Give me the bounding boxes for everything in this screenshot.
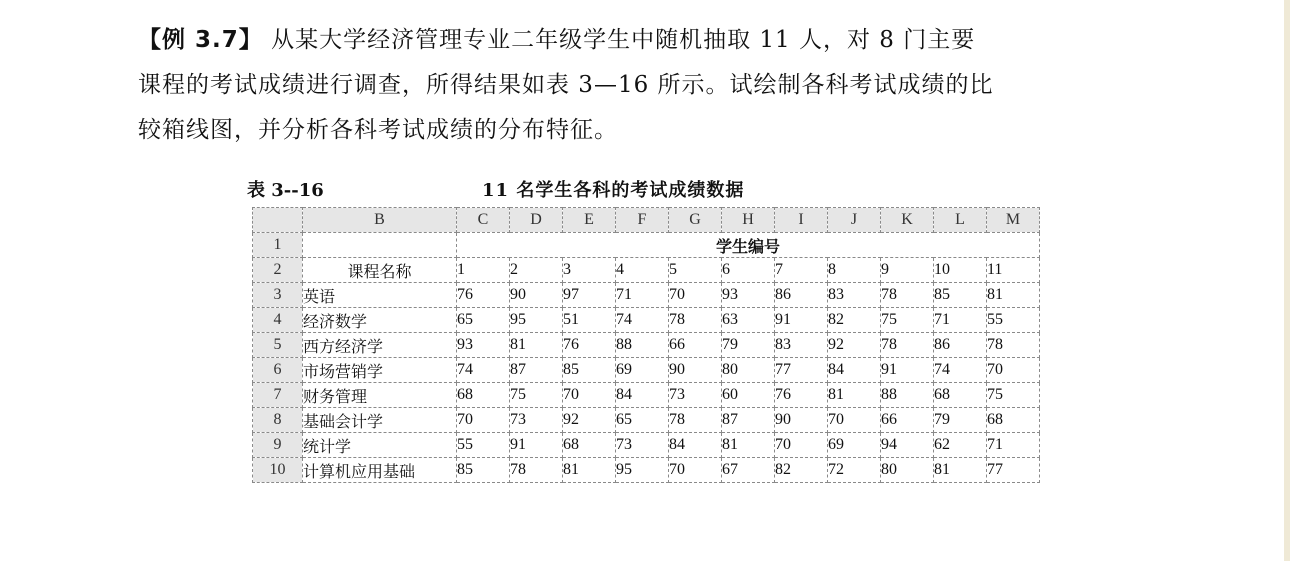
course-name-cell: 财务管理: [303, 383, 457, 408]
row-number: 2: [253, 258, 303, 283]
score-cell: 87: [510, 358, 563, 383]
column-letter-D: D: [510, 208, 563, 233]
score-cell: 86: [775, 283, 828, 308]
table-title: 11 名学生各科的考试成绩数据: [482, 180, 745, 201]
student-id-cell: 11: [987, 258, 1040, 283]
student-id-cell: 5: [669, 258, 722, 283]
score-cell: 73: [669, 383, 722, 408]
score-cell: 68: [563, 433, 616, 458]
score-cell: 95: [510, 308, 563, 333]
table-number: 表 3--16: [247, 180, 324, 201]
score-cell: 78: [669, 308, 722, 333]
score-cell: 75: [510, 383, 563, 408]
row-number: 8: [253, 408, 303, 433]
student-id-cell: 10: [934, 258, 987, 283]
problem-statement: [138, 18, 1153, 153]
column-letter-K: K: [881, 208, 934, 233]
score-cell: 74: [934, 358, 987, 383]
student-id-group-header: 学生编号: [457, 233, 1040, 258]
row-number: 6: [253, 358, 303, 383]
score-cell: 88: [616, 333, 669, 358]
score-cell: 80: [881, 458, 934, 483]
column-letter-G: G: [669, 208, 722, 233]
row-number: 1: [253, 233, 303, 258]
row-number: 3: [253, 283, 303, 308]
statement-text-1: 从某大学经济管理专业二年级学生中随机抽取 11 人，对 8 门主要: [262, 27, 976, 53]
score-cell: 78: [669, 408, 722, 433]
column-letter-M: M: [987, 208, 1040, 233]
score-cell: 70: [987, 358, 1040, 383]
score-cell: 90: [510, 283, 563, 308]
score-cell: 91: [881, 358, 934, 383]
sheet-row-1: [253, 233, 1040, 258]
score-cell: 70: [828, 408, 881, 433]
sheet-corner: [253, 208, 303, 233]
score-cell: 81: [828, 383, 881, 408]
score-cell: 85: [563, 358, 616, 383]
course-name-cell: 基础会计学: [303, 408, 457, 433]
column-letter-B: B: [303, 208, 457, 233]
score-cell: 69: [828, 433, 881, 458]
score-cell: 51: [563, 308, 616, 333]
student-id-cell: 6: [722, 258, 775, 283]
statement-line-1: [138, 18, 1153, 63]
score-cell: 68: [934, 383, 987, 408]
score-cell: 76: [563, 333, 616, 358]
score-cell: 81: [510, 333, 563, 358]
score-cell: 66: [669, 333, 722, 358]
score-cell: 78: [987, 333, 1040, 358]
score-cell: 94: [881, 433, 934, 458]
score-cell: 78: [881, 333, 934, 358]
course-row: [253, 333, 1040, 358]
score-cell: 73: [510, 408, 563, 433]
course-name-cell: 西方经济学: [303, 333, 457, 358]
score-cell: 62: [934, 433, 987, 458]
score-cell: 92: [828, 333, 881, 358]
score-cell: 76: [457, 283, 510, 308]
score-cell: 72: [828, 458, 881, 483]
score-cell: 78: [881, 283, 934, 308]
score-cell: 82: [775, 458, 828, 483]
score-cell: 79: [934, 408, 987, 433]
student-id-cell: 3: [563, 258, 616, 283]
score-cell: 70: [669, 283, 722, 308]
course-name-cell: 经济数学: [303, 308, 457, 333]
student-id-cell: 7: [775, 258, 828, 283]
score-cell: 55: [457, 433, 510, 458]
score-cell: 71: [616, 283, 669, 308]
score-cell: 91: [775, 308, 828, 333]
student-id-cell: 1: [457, 258, 510, 283]
score-cell: 81: [987, 283, 1040, 308]
course-name-cell: 市场营销学: [303, 358, 457, 383]
score-cell: 78: [510, 458, 563, 483]
score-cell: 93: [722, 283, 775, 308]
statement-line-3: 较箱线图，并分析各科考试成绩的分布特征。: [138, 117, 618, 143]
score-cell: 74: [616, 308, 669, 333]
score-cell: 75: [987, 383, 1040, 408]
score-cell: 93: [457, 333, 510, 358]
score-cell: 77: [987, 458, 1040, 483]
score-cell: 86: [934, 333, 987, 358]
score-cell: 87: [722, 408, 775, 433]
score-cell: 70: [457, 408, 510, 433]
student-id-cell: 9: [881, 258, 934, 283]
score-cell: 75: [881, 308, 934, 333]
score-cell: 91: [510, 433, 563, 458]
score-cell: 84: [616, 383, 669, 408]
score-cell: 68: [987, 408, 1040, 433]
row-number: 9: [253, 433, 303, 458]
column-letter-E: E: [563, 208, 616, 233]
score-cell: 85: [457, 458, 510, 483]
score-cell: 92: [563, 408, 616, 433]
score-cell: 83: [775, 333, 828, 358]
column-letter-H: H: [722, 208, 775, 233]
score-cell: 60: [722, 383, 775, 408]
score-cell: 97: [563, 283, 616, 308]
column-header-row: [253, 208, 1040, 233]
score-cell: 85: [934, 283, 987, 308]
student-id-cell: 4: [616, 258, 669, 283]
score-cell: 74: [457, 358, 510, 383]
score-cell: 81: [934, 458, 987, 483]
score-cell: 79: [722, 333, 775, 358]
row-number: 4: [253, 308, 303, 333]
row-number: 5: [253, 333, 303, 358]
score-cell: 80: [722, 358, 775, 383]
score-cell: 67: [722, 458, 775, 483]
score-cell: 95: [616, 458, 669, 483]
score-cell: 70: [563, 383, 616, 408]
score-cell: 68: [457, 383, 510, 408]
score-cell: 63: [722, 308, 775, 333]
score-cell: 84: [669, 433, 722, 458]
example-label: 【例 3.7】: [138, 27, 263, 53]
score-cell: 70: [669, 458, 722, 483]
score-cell: 65: [457, 308, 510, 333]
course-row: [253, 458, 1040, 483]
column-letter-F: F: [616, 208, 669, 233]
score-cell: 90: [775, 408, 828, 433]
score-cell: 77: [775, 358, 828, 383]
score-cell: 55: [987, 308, 1040, 333]
score-cell: 81: [722, 433, 775, 458]
course-row: [253, 433, 1040, 458]
column-letter-L: L: [934, 208, 987, 233]
row-number: 7: [253, 383, 303, 408]
empty-cell: [303, 233, 457, 258]
score-cell: 69: [616, 358, 669, 383]
score-cell: 70: [775, 433, 828, 458]
score-cell: 88: [881, 383, 934, 408]
course-row: [253, 283, 1040, 308]
score-cell: 81: [563, 458, 616, 483]
course-row: [253, 383, 1040, 408]
score-cell: 90: [669, 358, 722, 383]
course-row: [253, 308, 1040, 333]
course-name-cell: 计算机应用基础: [303, 458, 457, 483]
page-edge: [1284, 0, 1290, 561]
course-name-header: 课程名称: [303, 258, 457, 283]
score-cell: 73: [616, 433, 669, 458]
score-cell: 65: [616, 408, 669, 433]
sheet-row-2: [253, 258, 1040, 283]
score-cell: 71: [987, 433, 1040, 458]
score-cell: 84: [828, 358, 881, 383]
score-table: [252, 207, 1040, 483]
score-cell: 66: [881, 408, 934, 433]
student-id-cell: 2: [510, 258, 563, 283]
course-row: [253, 408, 1040, 433]
course-row: [253, 358, 1040, 383]
column-letter-C: C: [457, 208, 510, 233]
column-letter-I: I: [775, 208, 828, 233]
score-cell: 71: [934, 308, 987, 333]
statement-line-2: 课程的考试成绩进行调查，所得结果如表 3—16 所示。试绘制各科考试成绩的比: [138, 72, 994, 98]
score-cell: 82: [828, 308, 881, 333]
score-cell: 83: [828, 283, 881, 308]
student-id-cell: 8: [828, 258, 881, 283]
course-name-cell: 统计学: [303, 433, 457, 458]
score-cell: 76: [775, 383, 828, 408]
course-name-cell: 英语: [303, 283, 457, 308]
row-number: 10: [253, 458, 303, 483]
column-letter-J: J: [828, 208, 881, 233]
